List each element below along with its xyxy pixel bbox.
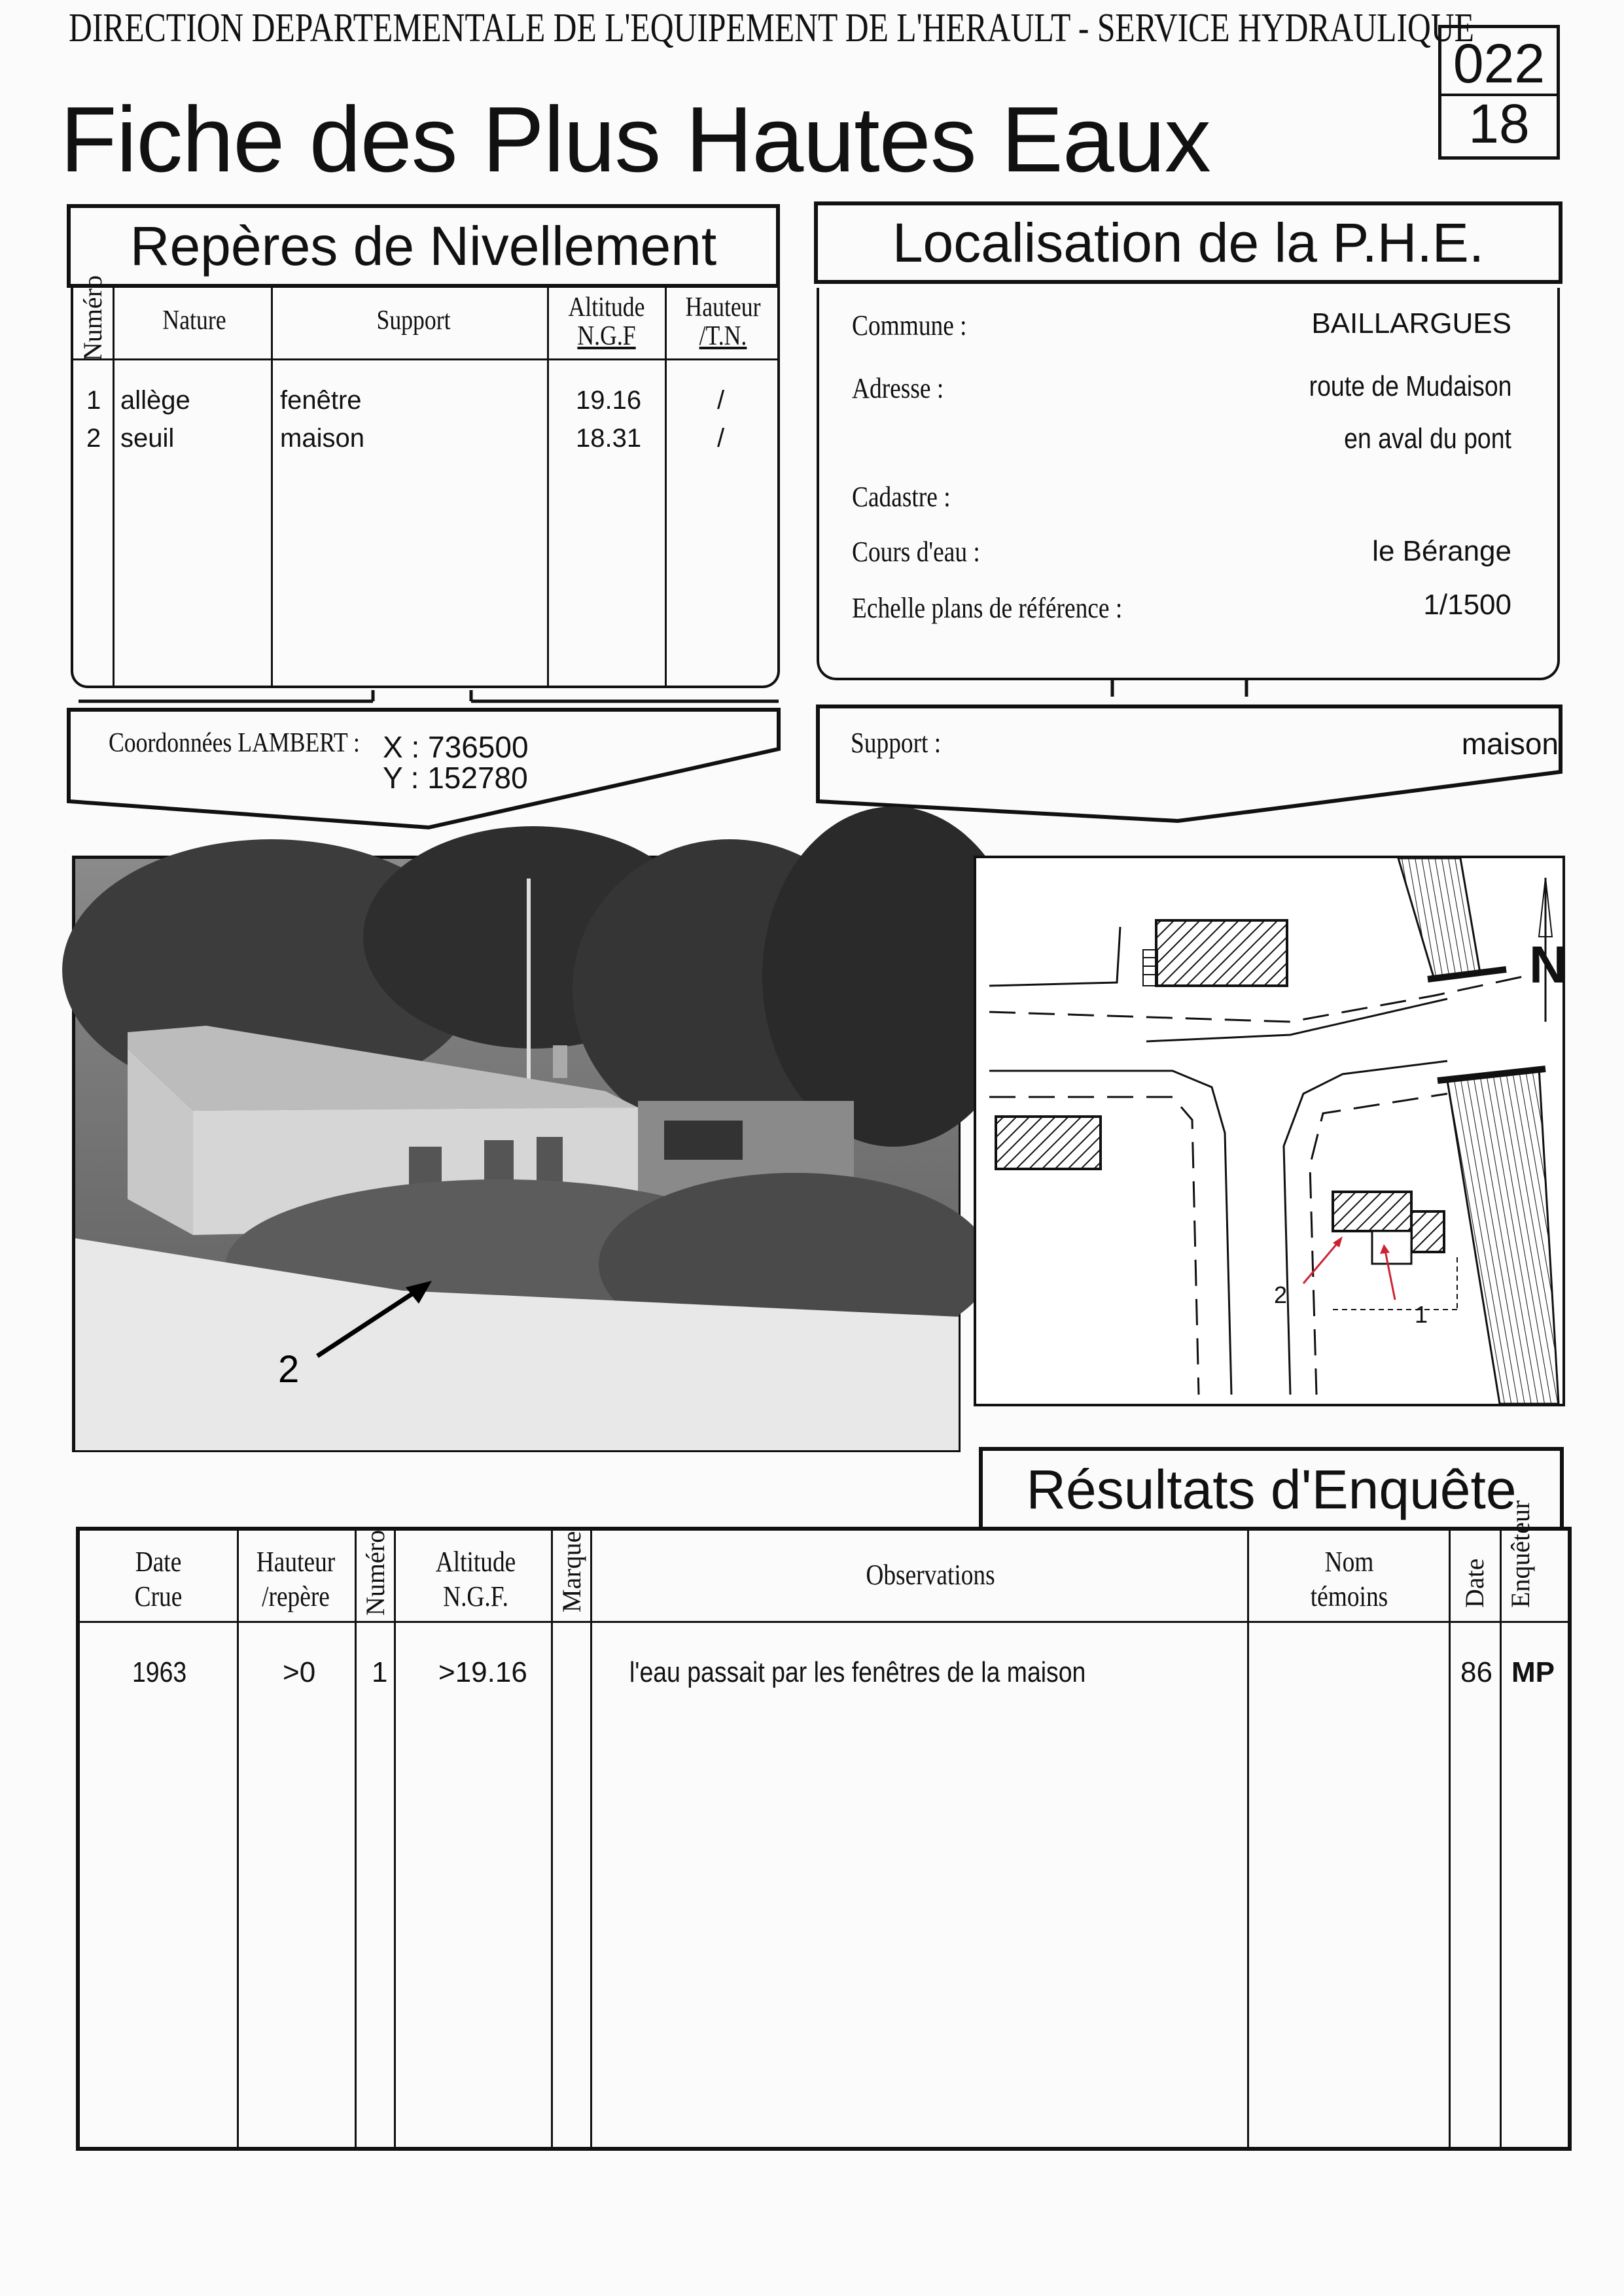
document-title: Fiche des Plus Hautes Eaux [60,88,1210,192]
cours-eau-label: Cours d'eau : [852,536,980,568]
reperes-section-title: Repères de Nivellement [67,204,780,288]
echelle-value: 1/1500 [1423,589,1511,621]
column-header-altitude: Altitude N.G.F [568,292,645,352]
resultats-section-title: Résultats d'Enquête [979,1447,1564,1527]
echelle-label: Echelle plans de référence : [852,592,1123,624]
commune-value: BAILLARGUES [1311,307,1511,339]
support-label: Support : [851,727,942,759]
reference-box [1438,25,1560,160]
reference-number-bottom: 18 [1468,93,1530,154]
column-header-support: Support [376,305,451,336]
adresse-line1: route de Mudaison [1309,370,1511,402]
cours-eau-value: le Bérange [1372,535,1511,567]
location-plan [974,856,1565,1406]
column-header-date-crue: Date Crue [134,1546,183,1612]
adresse-line2: en aval du pont [1344,423,1511,455]
plan-marker-2: 2 [1274,1281,1288,1308]
photo-marker-label: 2 [278,1348,300,1391]
column-header-date: Date [1460,1558,1489,1608]
north-label: N [1529,935,1567,994]
reference-number-top: 022 [1453,33,1545,94]
column-header-hauteur: Hauteur /T.N. [685,292,761,352]
coordinate-y: Y : 152780 [383,761,528,795]
column-header-hauteur: Hauteur /repère [256,1546,336,1612]
adresse-label: Adresse : [852,372,944,404]
column-header-nom-temoins: Nom témoins [1310,1546,1388,1612]
resultats-table: Date Crue Hauteur /repère Numéro Altitude N.G.F. Marque Observations Nom témoins Date Enquêteur 1963 >0 1 >19.16 l'eau passait par les fenêtres de la maison 86 MP [76,1527,1572,2151]
column-header-numero: Numéro [78,275,107,361]
commune-label: Commune : [852,309,967,341]
column-header-observations: Observations [866,1559,995,1591]
house-photo [72,856,961,1452]
organization-header: DIRECTION DEPARTEMENTALE DE L'EQUIPEMENT DE L'HERAULT - SERVICE HYDRAULIQUE [69,6,1474,50]
column-header-nature: Nature [162,305,226,336]
column-header-enqueteur: Enquêteur [1506,1500,1535,1608]
localisation-panel [817,288,1560,680]
plan-marker-1: 1 [1415,1301,1428,1328]
localisation-section-title: Localisation de la P.H.E. [814,201,1562,284]
cadastre-label: Cadastre : [852,481,951,513]
reperes-table: Numéro Nature Support Altitude N.G.F Hauteur /T.N. 1 allège fenêtre 19.16 / 2 seuil maison 18.31 / [71,288,780,688]
coordinates-label: Coordonnées LAMBERT : [109,728,360,758]
coordinate-x: X : 736500 [383,730,529,764]
support-value: maison [1461,727,1559,761]
column-header-altitude: Altitude N.G.F. [435,1546,516,1612]
column-header-marque: Marque [557,1531,586,1612]
column-header-numero: Numéro [361,1529,390,1616]
